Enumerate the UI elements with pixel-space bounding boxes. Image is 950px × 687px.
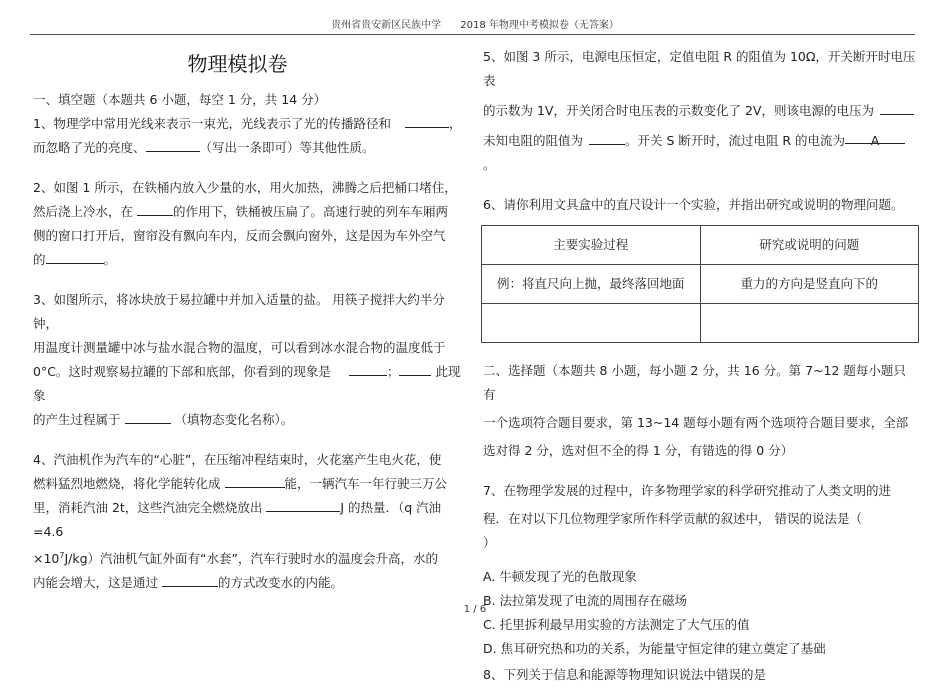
question-4 bbox=[33, 448, 463, 595]
page-title: 物理模拟卷 bbox=[187, 52, 288, 76]
q4-text-2: 能，一辆汽车一年行驶三万公 bbox=[284, 476, 448, 491]
q5-text: 的示数为 1V，开关闭合时电压表的示数变化了 2V，则该电源的电压为 bbox=[483, 103, 874, 118]
section2-heading bbox=[483, 359, 918, 463]
q2-text-2: 的作用下，铁桶被压扁了。高速行驶的列车车厢两 bbox=[173, 204, 449, 219]
question-5 bbox=[483, 45, 918, 177]
q1-blank-2[interactable] bbox=[146, 137, 200, 152]
q2-text: 然后浇上冷水，在 bbox=[33, 204, 134, 219]
option-b[interactable]: B. 法拉第发现了电流的周围存在磁场 bbox=[483, 593, 688, 608]
q4-blank-2[interactable] bbox=[266, 497, 340, 512]
q3-text-3: 的产生过程属于 bbox=[33, 412, 121, 427]
q4-text-3: 里，消耗汽油 2t，这些汽油完全燃烧放出 bbox=[33, 500, 263, 515]
question-7 bbox=[483, 479, 918, 661]
q2-line-3: 侧的窗口打开后，窗帘没有飘向车内，反而会飘向窗外，这是因为车外空气 bbox=[33, 228, 446, 243]
q4-text: 燃料猛烈地燃烧，将化学能转化成 bbox=[33, 476, 221, 491]
q5-unit: A bbox=[870, 133, 880, 148]
header-school: 贵州省贵安新区民族中学 bbox=[331, 20, 442, 31]
q5-line-1: 5、如图 3 所示，电源电压恒定，定值电阻 R 的阻值为 10Ω，开关断开时电压表 bbox=[483, 49, 916, 88]
question-3 bbox=[33, 288, 463, 432]
q3-text-4: （填物态变化名称）。 bbox=[174, 412, 294, 427]
experiment-table bbox=[481, 225, 919, 343]
q4-text-8: 的方式改变水的内能。 bbox=[218, 575, 344, 591]
section2-line-2: 一个选项符合题目要求，第 13~14 题每小题有两个选项符合题目要求，全部 bbox=[483, 415, 909, 430]
header-exam: 2018 年物理中考模拟卷（无答案） bbox=[460, 20, 619, 31]
q2-text-3: 的 bbox=[33, 252, 46, 267]
q4-text-4: J 的热量．（q 汽油=4.6 bbox=[33, 500, 442, 539]
page-header bbox=[0, 16, 950, 31]
q4-blank-1[interactable] bbox=[225, 473, 285, 488]
q5-blank-1[interactable] bbox=[880, 100, 914, 115]
q3-semicolon: ； bbox=[386, 364, 400, 379]
q3-line-2: 用温度计测量罐中冰与盐水混合物的温度，可以看到冰水混合物的温度低于 bbox=[33, 340, 446, 355]
q3-blank-2[interactable] bbox=[399, 361, 431, 376]
q2-period: 。 bbox=[103, 252, 117, 267]
left-column bbox=[33, 88, 463, 611]
question-8: 8、下列关于信息和能源等物理知识说法中错误的是 bbox=[483, 667, 766, 682]
table-example-question: 重力的方向是竖直向下的 bbox=[700, 265, 919, 304]
q3-text: 0°C。这时观察易拉罐的下部和底部，你看到的现象是 bbox=[33, 364, 331, 379]
table-answer-question[interactable] bbox=[700, 304, 919, 343]
page-number: 1 / 6 bbox=[463, 604, 487, 615]
section2-line-3: 选对得 2 分，选对但不全的得 1 分，有错选的得 0 分） bbox=[483, 443, 794, 458]
q2-blank-2[interactable] bbox=[46, 249, 104, 264]
table-answer-process[interactable] bbox=[482, 304, 701, 343]
option-d[interactable]: D. 焦耳研究热和功的关系，为能量守恒定律的建立奠定了基础 bbox=[483, 641, 826, 656]
question-2 bbox=[33, 176, 463, 272]
table-header-question: 研究或说明的问题 bbox=[700, 226, 919, 265]
q4-exponent: 7 bbox=[59, 551, 65, 560]
q4-text-5: ×10 bbox=[33, 551, 60, 567]
q5-text-3: 。开关 S 断开时，流过电阻 R 的电流为 bbox=[625, 133, 846, 148]
q1-text-3: （写出一条即可）等其他性质。 bbox=[199, 140, 375, 155]
question-1 bbox=[33, 112, 463, 160]
option-c[interactable]: C. 托里拆利最早用实验的方法测定了大气压的值 bbox=[483, 617, 750, 632]
q5-blank-3[interactable] bbox=[845, 129, 905, 148]
section2-line-1: 二、选择题（本题共 8 小题，每小题 2 分，共 16 分。第 7~12 题每小题只有 bbox=[483, 363, 906, 402]
q4-line-1: 4、汽油机作为汽车的“心脏”，在压缩冲程结束时，火花塞产生电火花，使 bbox=[33, 452, 442, 467]
q1-text: 1、物理学中常用光线来表示一束光，光线表示了光的传播路径和 bbox=[33, 116, 391, 131]
q3-line-1: 3、如图所示，将冰块放于易拉罐中并加入适量的盐。 用筷子搅拌大约半分钟， bbox=[33, 292, 445, 331]
option-a[interactable]: A. 牛顿发现了光的色散现象 bbox=[483, 569, 637, 584]
q4-text-6: J/kg）汽油机气缸外面有“水套”，汽车行驶时水的温度会升高，水的 bbox=[64, 551, 439, 567]
q2-blank-1[interactable] bbox=[137, 201, 173, 216]
q1-text-2: 而忽略了光的亮度、 bbox=[33, 140, 146, 155]
q5-blank-2[interactable] bbox=[589, 130, 625, 145]
right-column bbox=[483, 45, 918, 687]
q3-blank-3[interactable] bbox=[125, 409, 171, 424]
q7-text: 程．在对以下几位物理学家所作科学贡献的叙述中， 错误的说法是（ bbox=[483, 511, 862, 526]
q1-comma: ， bbox=[448, 116, 462, 131]
q3-text-2: 此现象 bbox=[33, 364, 461, 403]
q4-blank-3[interactable] bbox=[162, 572, 218, 587]
q7-line-1: 7、在物理学发展的过程中，许多物理学家的科学研究推动了人类文明的进 bbox=[483, 483, 891, 498]
q1-blank-1[interactable] bbox=[405, 113, 449, 128]
q3-blank-1[interactable] bbox=[349, 361, 387, 376]
section1-heading: 一、填空题（本题共 6 小题，每空 1 分，共 14 分） bbox=[33, 92, 327, 107]
q7-close-paren: ） bbox=[483, 535, 496, 550]
q5-period: 。 bbox=[483, 157, 496, 172]
q5-text-2: 未知电阻的阻值为 bbox=[483, 133, 584, 148]
q4-text-7: 内能会增大，这是通过 bbox=[33, 575, 159, 591]
table-example-process: 例：将直尺向上抛，最终落回地面 bbox=[482, 265, 701, 304]
table-header-process: 主要实验过程 bbox=[482, 226, 701, 265]
q2-line-1: 2、如图 1 所示，在铁桶内放入少量的水，用火加热，沸腾之后把桶口堵住， bbox=[33, 180, 457, 195]
header-rule bbox=[30, 34, 915, 35]
question-6: 6、请你利用文具盒中的直尺设计一个实验，并指出研究或说明的物理问题。 bbox=[483, 197, 904, 212]
